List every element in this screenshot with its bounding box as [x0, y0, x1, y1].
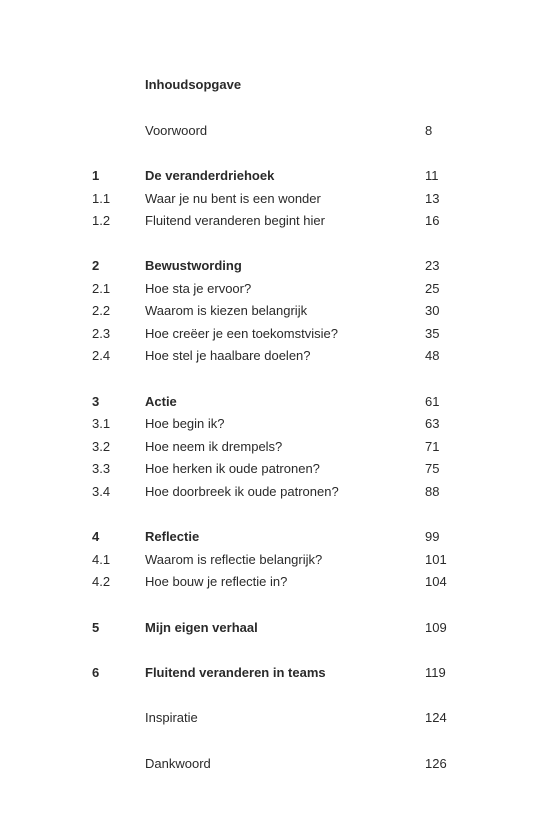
toc-entry-page: 109 — [425, 620, 447, 635]
toc-entry-title: Hoe neem ik drempels? — [145, 439, 283, 454]
toc-entry — [0, 483, 544, 501]
toc-entry-page: 99 — [425, 529, 440, 544]
toc-entry-title: Hoe doorbreek ik oude patronen? — [145, 484, 339, 499]
toc-entry — [0, 664, 544, 682]
toc-entry-number: 2.2 — [92, 303, 111, 318]
toc-entry-number: 3.1 — [92, 416, 111, 431]
toc-entry-title: Bewustwording — [145, 258, 242, 273]
toc-entry-page: 101 — [425, 552, 447, 567]
toc-entry — [0, 257, 544, 275]
toc-entry — [0, 709, 544, 727]
toc-entry-title: Actie — [145, 394, 177, 409]
toc-entry — [0, 347, 544, 365]
toc-entry-title: Hoe begin ik? — [145, 416, 225, 431]
toc-entry — [0, 573, 544, 591]
toc-entry-page: 63 — [425, 416, 440, 431]
toc-entry-title: Inspiratie — [145, 710, 198, 725]
toc-entry-number: 5 — [92, 620, 100, 635]
toc-entry — [0, 190, 544, 208]
toc-entry-title: Hoe creëer je een toekomstvisie? — [145, 326, 338, 341]
toc-entry-title: Hoe stel je haalbare doelen? — [145, 348, 311, 363]
toc-entry-number: 3.3 — [92, 461, 111, 476]
toc-entry-number: 6 — [92, 665, 100, 680]
toc-entry-page: 8 — [425, 123, 433, 138]
toc-entry-page: 119 — [425, 665, 446, 680]
toc-entry-page: 25 — [425, 281, 440, 296]
toc-entry-number: 2.4 — [92, 348, 111, 363]
toc-entry — [0, 551, 544, 569]
toc-entry-title: Hoe sta je ervoor? — [145, 281, 252, 296]
toc-entry-page: 88 — [425, 484, 440, 499]
toc-entry-page: 23 — [425, 258, 440, 273]
toc-entry — [0, 302, 544, 320]
toc-entry — [0, 438, 544, 456]
toc-entry-page: 126 — [425, 756, 447, 771]
toc-entry-title: Hoe herken ik oude patronen? — [145, 461, 320, 476]
toc-entry-number: 3.2 — [92, 439, 111, 454]
toc-entry-title: Dankwoord — [145, 756, 211, 771]
toc-entry — [0, 167, 544, 185]
toc-entry-title: De veranderdriehoek — [145, 168, 275, 183]
toc-entry — [0, 122, 544, 140]
toc-entry-title: Waarom is reflectie belangrijk? — [145, 552, 323, 567]
toc-entry-page: 35 — [425, 326, 440, 341]
toc-entry — [0, 325, 544, 343]
toc-entry-number: 2 — [92, 258, 100, 273]
toc-entry-title: Hoe bouw je reflectie in? — [145, 574, 288, 589]
toc-entry-page: 11 — [425, 168, 439, 183]
toc-entry — [0, 280, 544, 298]
toc-entry-title: Reflectie — [145, 529, 200, 544]
toc-entry-page: 75 — [425, 461, 440, 476]
toc-entry-number: 4 — [92, 529, 100, 544]
toc-entry-title: Voorwoord — [145, 123, 208, 138]
toc-entry-page: 61 — [425, 394, 440, 409]
toc-entry — [0, 415, 544, 433]
toc-entry-page: 16 — [425, 213, 440, 228]
toc-entry-title: Waar je nu bent is een wonder — [145, 191, 321, 206]
toc-entry-title: Waarom is kiezen belangrijk — [145, 303, 308, 318]
toc-entry-number: 3.4 — [92, 484, 111, 499]
toc-entry-page: 48 — [425, 348, 440, 363]
toc-entry-number: 3 — [92, 394, 100, 409]
toc-entry-title: Mijn eigen verhaal — [145, 620, 258, 635]
toc-entry — [0, 619, 544, 637]
toc-entry-number: 1 — [92, 168, 100, 183]
toc-entry-page: 71 — [425, 439, 440, 454]
toc-entry — [0, 460, 544, 478]
toc-entry-number: 1.1 — [92, 191, 111, 206]
toc-entry-page: 104 — [425, 574, 447, 589]
toc-entry — [0, 528, 544, 546]
toc-entry — [0, 755, 544, 773]
toc-entry-page: 124 — [425, 710, 447, 725]
toc-entry-number: 4.2 — [92, 574, 111, 589]
toc-entry-title: Fluitend veranderen begint hier — [145, 213, 325, 228]
toc-entry — [0, 212, 544, 230]
toc-entry-page: 30 — [425, 303, 440, 318]
toc-entry-page: 13 — [425, 191, 440, 206]
toc-entry-number: 2.1 — [92, 281, 111, 296]
toc-entry — [0, 393, 544, 411]
toc-entry-number: 1.2 — [92, 213, 111, 228]
toc-entry-title: Fluitend veranderen in teams — [145, 665, 326, 680]
toc-heading: Inhoudsopgave — [145, 77, 242, 92]
toc-entry-number: 4.1 — [92, 552, 111, 567]
toc-entry-number: 2.3 — [92, 326, 111, 341]
